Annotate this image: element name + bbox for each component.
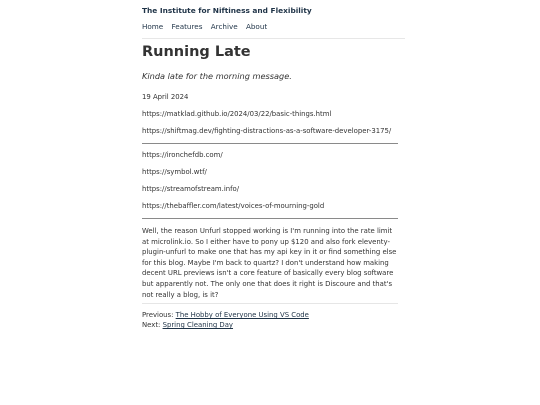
nav-features[interactable]: Features (171, 22, 203, 31)
post-subtitle: Kinda late for the morning message. (142, 71, 292, 81)
nav-about[interactable]: About (245, 22, 268, 31)
next-label: Next: (142, 321, 161, 329)
nav-archive[interactable]: Archive (210, 22, 238, 31)
header-divider (142, 38, 405, 39)
previous-post (142, 311, 309, 319)
section-divider (142, 218, 398, 219)
section-divider (142, 143, 398, 144)
footer-divider (142, 303, 398, 304)
link-item[interactable]: https://ironchefdb.com/ (142, 151, 223, 159)
nav-home[interactable]: Home (142, 22, 164, 31)
next-post-link[interactable]: Spring Cleaning Day (162, 321, 234, 329)
link-item[interactable]: https://shiftmag.dev/fighting-distractions-as-a-software-developer-3175/ (142, 127, 392, 135)
link-item[interactable]: https://thebaffler.com/latest/voices-of-mourning-gold (142, 202, 325, 210)
post-body: Well, the reason Unfurl stopped working is I'm running into the rate limit at microlink.io. So I either have to pony up $120 and also fork eleventy-plugin-unfurl to make one that has my api key in it or find something else for this blog. Maybe I'm back to quartz? I don't understand how making decent URL previews isn't a core feature of basically every blog software but apparently not. The only one that does it right is Discoure and that's not really a blog, is it? (142, 227, 397, 299)
main-nav (142, 22, 273, 31)
post-date: 19 April 2024 (142, 93, 189, 101)
link-item[interactable]: https://streamofstream.info/ (142, 185, 240, 193)
site-title[interactable]: The Institute for Niftiness and Flexibility (142, 6, 312, 15)
previous-label: Previous: (142, 311, 174, 319)
post-title: Running Late (142, 44, 251, 60)
link-item[interactable]: https://matklad.github.io/2024/03/22/basic-things.html (142, 110, 332, 118)
previous-post-link[interactable]: The Hobby of Everyone Using VS Code (175, 311, 309, 319)
next-post (142, 321, 233, 329)
link-item[interactable]: https://symbol.wtf/ (142, 168, 207, 176)
